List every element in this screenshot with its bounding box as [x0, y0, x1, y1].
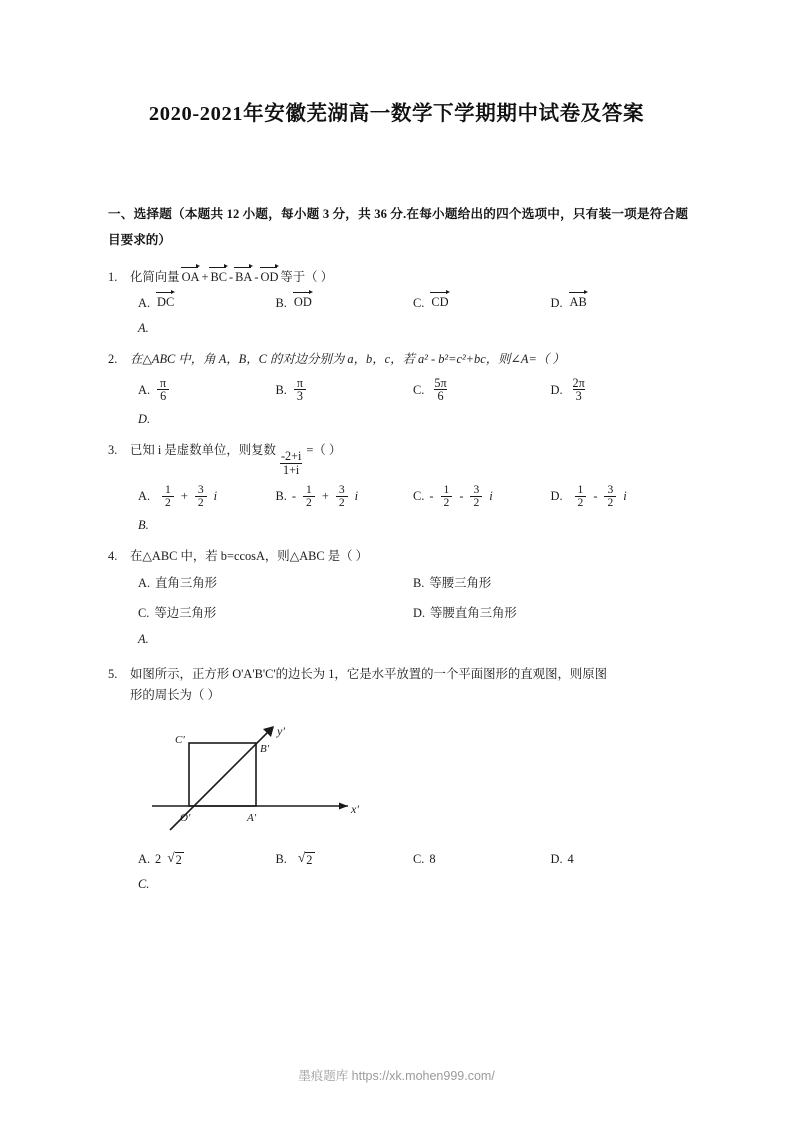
figure-label-y-axis: y': [277, 723, 285, 738]
radicand: 2: [175, 853, 182, 867]
fraction-numerator: 3: [338, 483, 345, 497]
document-content: [108, 202, 688, 892]
option-c-label: C.: [413, 489, 425, 504]
option-a-fraction: [157, 377, 169, 404]
option-c-label: C.: [413, 851, 425, 866]
question-4-answer: A.: [138, 631, 149, 646]
option-c-imaginary-unit: i: [489, 489, 493, 504]
fraction-numerator: 1: [165, 483, 171, 497]
figure-label-b: B': [260, 742, 270, 755]
option-d-label: D.: [550, 295, 563, 310]
option-a-label: A.: [138, 382, 151, 397]
question-1-number: 1.: [108, 269, 118, 284]
option-a-label: A.: [138, 489, 151, 504]
fraction-denominator: 2: [575, 496, 587, 509]
page-title: 2020-2021年安徽芜湖高一数学下学期期中试卷及答案: [148, 103, 645, 125]
fraction-numerator: 5π: [434, 375, 447, 390]
option-b-label: B.: [413, 575, 425, 590]
option-d-real-fraction: [575, 484, 587, 509]
vector-ba: BA: [235, 269, 253, 284]
fraction-numerator: -2+i: [280, 449, 302, 464]
fraction-denominator: 6: [157, 389, 169, 403]
radical-icon: √: [297, 849, 306, 865]
option-d[interactable]: [551, 850, 689, 869]
option-a-sqrt: [167, 851, 184, 868]
option-c-sign2: -: [459, 489, 464, 504]
option-c[interactable]: [413, 484, 551, 509]
question-1-stem-post: 等于（ ）: [280, 269, 334, 284]
complex-fraction: [278, 450, 304, 477]
question-1-answer: A.: [138, 321, 149, 336]
option-d-label: D.: [550, 382, 563, 397]
question-3-answer: B.: [138, 518, 149, 533]
option-b[interactable]: [413, 574, 688, 593]
figure-label-x-axis: x': [351, 801, 359, 816]
option-d-sign2: -: [593, 489, 598, 504]
option-c-value: 8: [429, 851, 436, 866]
question-2-stem-text: 在△ABC 中，角 A，B，C 的对边分别为 a，b，c，若 a² - b²=c²+bc，则∠A=（ ）: [130, 352, 565, 367]
fraction-numerator: 3: [473, 483, 480, 497]
question-3-stem-post: =（ ）: [306, 443, 342, 458]
option-c[interactable]: [413, 294, 551, 313]
option-d-text: 等腰直角三角形: [430, 606, 517, 621]
radical-icon: √: [167, 849, 175, 865]
question-5: [108, 665, 688, 892]
question-3-stem-pre: 已知 i 是虚数单位，则复数: [130, 443, 276, 458]
option-c-imag-fraction: [470, 484, 482, 509]
option-a[interactable]: [138, 484, 276, 509]
option-b-label: B.: [275, 295, 287, 310]
option-c[interactable]: [413, 850, 551, 869]
question-2-stem: [108, 350, 688, 369]
question-1-stem-pre: 化简向量: [130, 269, 180, 284]
question-5-figure: [108, 718, 688, 841]
question-2-answer: D.: [138, 412, 151, 427]
fraction-denominator: 2: [162, 496, 174, 509]
section-heading: 一、选择题（本题共 12 小题，每小题 3 分，共 36 分.在每小题给出的四个选项中，只有装一项是符合题目要求的）: [108, 207, 688, 247]
option-a[interactable]: [138, 294, 276, 313]
question-5-stem-line-1: 如图所示，正方形 O'A'B'C'的边长为 1，它是水平放置的一个平面图形的直观图，则原图: [130, 666, 608, 681]
option-a[interactable]: [138, 850, 276, 869]
question-1-options: [108, 294, 688, 313]
option-b-label: B.: [275, 382, 287, 397]
option-b[interactable]: [276, 484, 414, 509]
option-b[interactable]: [276, 850, 414, 869]
square-oabc: [189, 743, 256, 806]
question-4-number: 4.: [108, 549, 118, 564]
option-b[interactable]: [276, 294, 414, 313]
option-d[interactable]: [551, 294, 689, 313]
footer-watermark: 墨痕题库 https://xk.mohen999.com/: [298, 1069, 495, 1083]
fraction-numerator: π: [160, 375, 167, 390]
option-b-text: 等腰三角形: [429, 575, 492, 590]
option-b-sign2: +: [321, 489, 329, 504]
option-b-real-fraction: [303, 484, 315, 509]
radicand: 2: [306, 853, 313, 867]
option-a-imag-fraction: [195, 484, 207, 509]
question-1-stem: [108, 268, 688, 287]
option-c[interactable]: [138, 604, 413, 623]
option-c-vector: CD: [431, 295, 449, 310]
question-5-answer: C.: [138, 877, 150, 892]
option-a[interactable]: [138, 574, 413, 593]
option-d-label: D.: [413, 606, 426, 621]
option-b-sqrt: [298, 851, 315, 868]
vector-bc: BC: [210, 269, 227, 284]
question-4: [108, 547, 688, 646]
option-b-fraction: [294, 377, 306, 404]
question-2: [108, 350, 688, 427]
question-2-options: [108, 377, 688, 404]
q1-op1: +: [201, 269, 209, 284]
fraction-numerator: 2π: [572, 375, 585, 390]
option-d-value: 4: [567, 851, 574, 866]
fraction-denominator: 2: [303, 496, 315, 509]
question-3-number: 3.: [108, 443, 118, 458]
question-4-options-row-1: [108, 574, 688, 593]
option-d-imag-fraction: [604, 484, 616, 509]
option-a-coefficient: 2: [155, 851, 162, 866]
question-4-options-row-2: [108, 604, 688, 623]
question-3: [108, 441, 688, 533]
option-c-sign1: -: [429, 489, 434, 504]
option-b-sign1: -: [291, 489, 297, 504]
option-d-imaginary-unit: i: [623, 489, 627, 504]
x-axis-arrow-icon: [339, 802, 348, 809]
fraction-numerator: 3: [197, 483, 204, 497]
option-a-label: A.: [138, 295, 151, 310]
fraction-denominator: 6: [434, 389, 446, 403]
fraction-numerator: π: [296, 375, 304, 390]
option-a-label: A.: [138, 851, 151, 866]
option-c-fraction: [431, 377, 449, 404]
option-d-fraction: [570, 377, 588, 404]
fraction-denominator: 3: [294, 389, 306, 403]
fraction-denominator: 2: [604, 496, 616, 509]
fraction-denominator: 2: [441, 496, 453, 509]
option-a-vector: DC: [157, 295, 175, 310]
question-3-stem: [108, 441, 688, 477]
fraction-denominator: 2: [470, 496, 482, 509]
q1-op3: -: [254, 269, 259, 284]
option-b-label: B.: [275, 851, 287, 866]
question-5-number: 5.: [108, 666, 118, 681]
option-a-imaginary-unit: i: [213, 489, 218, 504]
option-b-imag-fraction: [336, 484, 348, 509]
intuitive-diagram-svg: [142, 718, 382, 836]
figure-label-origin: O': [180, 811, 191, 824]
option-c-label: C.: [413, 295, 425, 310]
question-4-stem-text: 在△ABC 中，若 b=ccosA，则△ABC 是（ ）: [130, 549, 369, 564]
option-b-vector: OD: [293, 295, 312, 310]
option-a-real-fraction: [162, 484, 174, 509]
question-4-stem: [108, 547, 688, 566]
fraction-denominator: 3: [573, 389, 585, 403]
fraction-denominator: 2: [336, 496, 348, 509]
fraction-numerator: 1: [443, 483, 450, 497]
option-d-vector: AB: [569, 295, 587, 310]
question-5-options: [108, 850, 688, 869]
fraction-numerator: 3: [607, 483, 614, 497]
option-a-label: A.: [138, 575, 151, 590]
option-a-sign2: +: [180, 489, 188, 504]
option-c[interactable]: [413, 377, 551, 404]
question-2-number: 2.: [108, 352, 118, 367]
vector-oa: OA: [181, 269, 200, 284]
question-3-options: [108, 484, 688, 509]
option-d[interactable]: [551, 484, 689, 509]
vector-od: OD: [260, 269, 279, 284]
option-a[interactable]: [138, 377, 276, 404]
option-a-text: 直角三角形: [155, 575, 217, 590]
figure-label-c: C': [175, 733, 185, 746]
q1-op2: -: [229, 269, 234, 284]
fraction-numerator: 1: [577, 483, 584, 497]
question-1: [108, 268, 688, 337]
option-c-label: C.: [138, 606, 150, 621]
question-5-stem: [108, 665, 688, 684]
fraction-numerator: 1: [306, 483, 312, 497]
option-d[interactable]: [413, 604, 688, 623]
option-c-label: C.: [413, 382, 425, 397]
figure-label-a: A': [247, 811, 257, 824]
option-b-imaginary-unit: i: [354, 489, 359, 504]
option-c-text: 等边三角形: [154, 606, 217, 621]
option-c-real-fraction: [441, 484, 453, 509]
question-5-stem-line-2: 形的周长为（ ）: [130, 688, 220, 703]
option-d-label: D.: [550, 851, 563, 866]
option-d[interactable]: [551, 377, 689, 404]
option-b-label: B.: [275, 489, 287, 504]
option-b[interactable]: [276, 377, 414, 404]
option-d-label: D.: [550, 489, 563, 504]
fraction-denominator: 2: [195, 496, 207, 509]
fraction-denominator: 1+i: [280, 463, 302, 477]
